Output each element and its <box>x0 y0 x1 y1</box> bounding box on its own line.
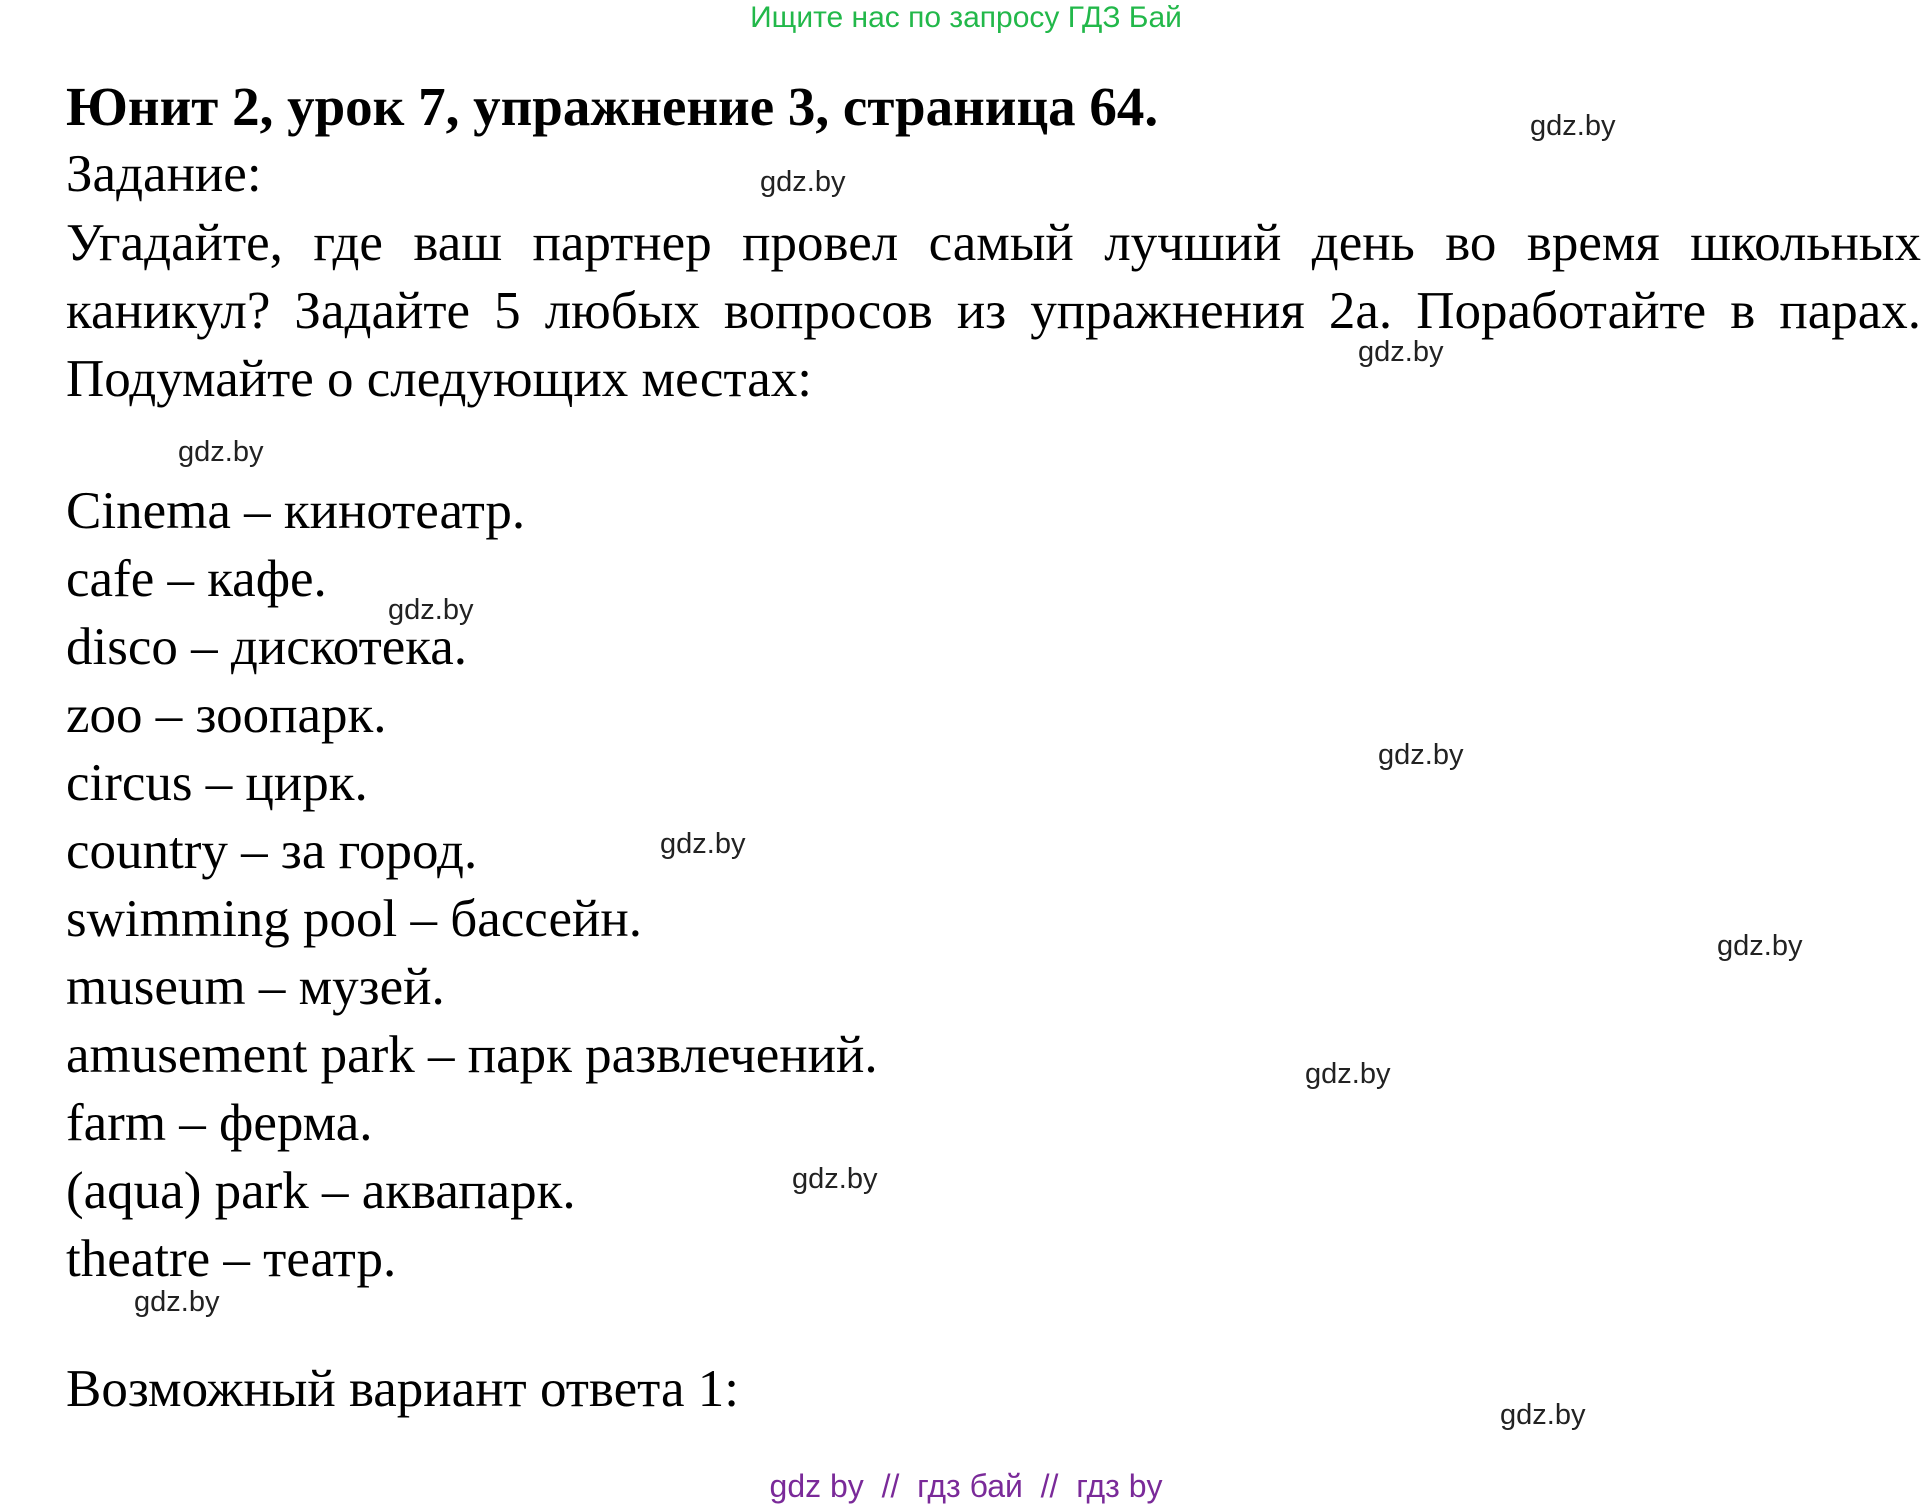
page-title: Юнит 2, урок 7, упражнение 3, страница 64. <box>66 76 1159 137</box>
watermark: gdz.by <box>388 594 474 626</box>
vocab-item: cafe – кафе. <box>66 550 327 608</box>
vocab-item: country – за город. <box>66 822 478 880</box>
watermark: gdz.by <box>1530 110 1616 142</box>
vocab-item: circus – цирк. <box>66 754 368 812</box>
watermark: gdz.by <box>660 828 746 860</box>
vocab-item: museum – музей. <box>66 958 445 1016</box>
vocab-item: disco – дискотека. <box>66 618 467 676</box>
vocab-item: zoo – зоопарк. <box>66 686 387 744</box>
vocab-item: (aqua) park – аквапарк. <box>66 1162 576 1220</box>
watermark: gdz.by <box>1305 1058 1391 1090</box>
vocab-item: theatre – театр. <box>66 1230 397 1288</box>
vocab-item: Cinema – кинотеатр. <box>66 482 526 540</box>
watermark: gdz.by <box>792 1163 878 1195</box>
watermark: gdz.by <box>178 436 264 468</box>
task-text: Угадайте, где ваш партнер провел самый лучший день во время школьных каникул? Задайте 5 любых вопросов из упражнения 2a. Поработайте в парах. Подумайте о следующих местах: <box>66 214 1921 408</box>
vocab-item: farm – ферма. <box>66 1094 373 1152</box>
watermark: gdz.by <box>1358 336 1444 368</box>
watermark: gdz.by <box>134 1286 220 1318</box>
vocab-item: amusement park – парк развлечений. <box>66 1026 878 1084</box>
answer-label: Возможный вариант ответа 1: <box>66 1360 739 1418</box>
watermark: gdz.by <box>1378 739 1464 771</box>
site-banner: Ищите нас по запросу ГДЗ Бай <box>750 1 1182 34</box>
watermark: gdz.by <box>1500 1399 1586 1431</box>
vocab-item: swimming pool – бассейн. <box>66 890 642 948</box>
watermark: gdz.by <box>1717 930 1803 962</box>
watermark: gdz.by <box>760 166 846 198</box>
site-footer: gdz by // гдз бай // гдз by <box>769 1468 1163 1504</box>
task-label: Задание: <box>66 145 262 203</box>
